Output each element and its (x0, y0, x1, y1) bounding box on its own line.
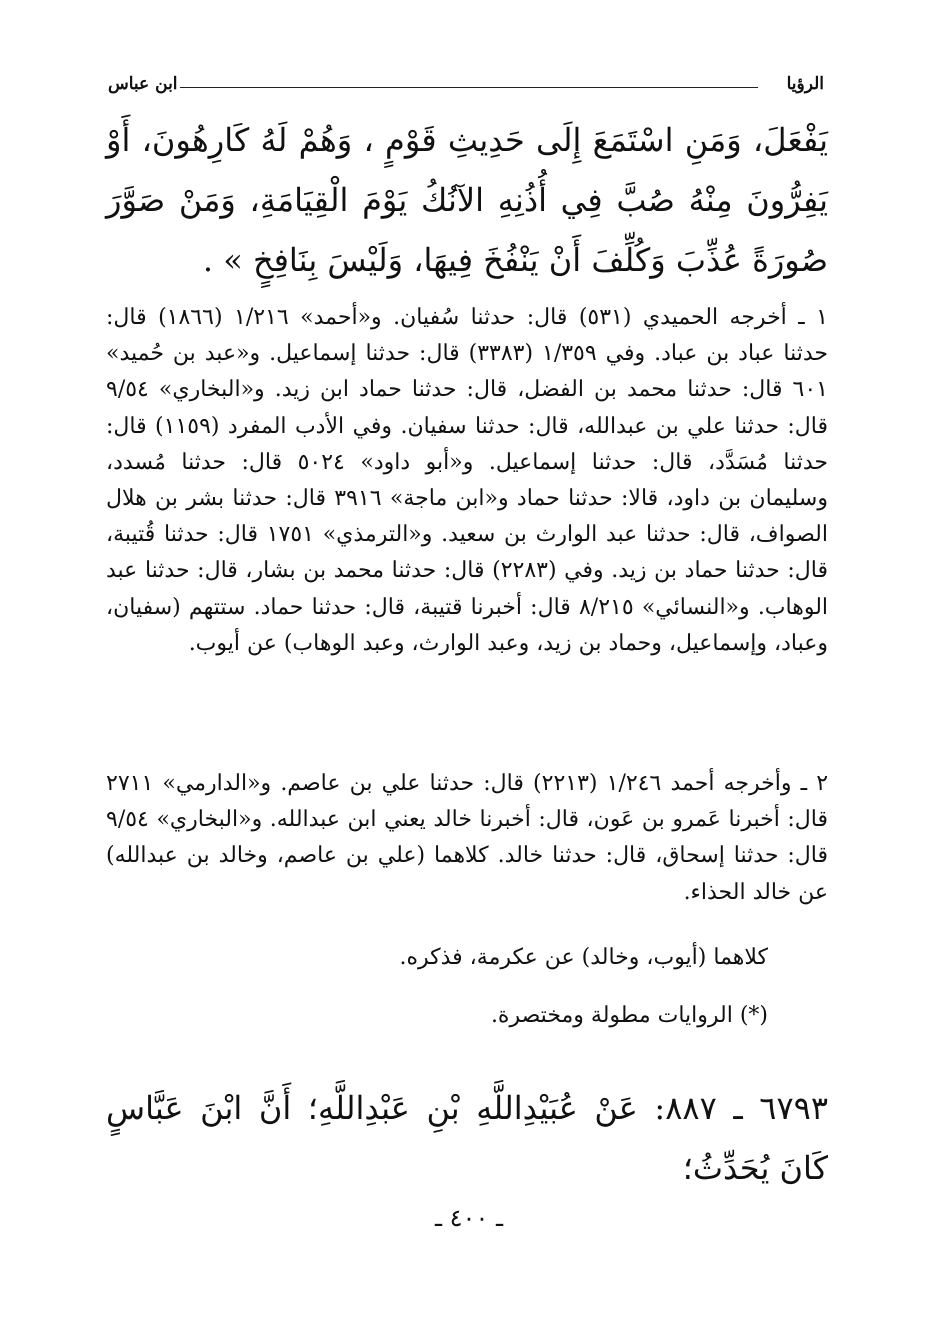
footnote-paragraph: كلاهما (أيوب، وخالد) عن عكرمة، فذكره. (399, 945, 768, 970)
footnote-paragraph: (*) الروايات مطولة ومختصرة. (490, 1003, 768, 1028)
footnote-asterisk (106, 998, 828, 1034)
footnote-paragraph: ٢ ـ وأخرجه أحمد ١/٢٤٦ (٢٢١٣) قال: حدثنا علي بن عاصم. و«الدارمي» ٢٧١١ قال: أخبرنا عَمرو بن عَون، قال: أخبرنا خالد يعني ابن عبدالله. و«البخاري» ٩/٥٤ قال: حدثنا إسحاق، قال: حدثنا خالد. كلاهما (علي بن عاصم، وخالد بن عبدالله) عن خالد الحذاء. (106, 771, 829, 905)
page-number: ـ ٤٠٠ ـ (434, 1204, 503, 1232)
footnote-1 (106, 300, 828, 662)
hadith-paragraph: ٦٧٩٣ ـ ٨٨٧: عَنْ عُبَيْدِاللَّهِ بْنِ عَبْدِاللَّهِ؛ أَنَّ ابْنَ عَبَّاسٍ كَانَ يُحَدِّثُ؛ (106, 1089, 829, 1187)
header-chapter: الرؤيا (786, 74, 824, 94)
footnote-paragraph: ١ ـ أخرجه الحميدي (٥٣١) قال: حدثنا سُفيان. و«أحمد» ١/٢١٦ (١٨٦٦) قال: حدثنا عباد بن عباد. وفي ١/٣٥٩ (٣٣٨٣) قال: حدثنا إسماعيل. و«عبد بن حُميد» ٦٠١ قال: حدثنا محمد بن الفضل، قال: حدثنا حماد ابن زيد. و«البخاري» ٩/٥٤ قال: حدثنا علي بن عبدالله، قال: حدثنا سفيان. وفي الأدب المفرد (١١٥٩) قال: حدثنا مُسَدَّد، قال: حدثنا إسماعيل. و«أبو داود» ٥٠٢٤ قال: حدثنا مُسدد، وسليمان بن داود، قالا: حدثنا حماد و«ابن ماجة» ٣٩١٦ قال: حدثنا بشر بن هلال الصواف، قال: حدثنا عبد الوارث بن سعيد. و«الترمذي» ١٧٥١ قال: حدثنا قُتيبة، قال: حدثنا حماد بن زيد. وفي (٢٢٨٣) قال: حدثنا محمد بن بشار، قال: حدثنا عبد الوهاب. و«النسائي» ٨/٢١٥ قال: أخبرنا قتيبة، قال: حدثنا حماد. ستتهم (سفيان، وعباد، وإسماعيل، وحماد بن زيد، وعبد الوارث، وعبد الوهاب) عن أيوب. (106, 305, 829, 656)
hadith-paragraph: يَفْعَلَ، وَمَنِ اسْتَمَعَ إِلَى حَدِيثِ قَوْمٍ ، وَهُمْ لَهُ كَارِهُونَ، أَوْ يَفِرُّونَ مِنْهُ صُبَّ فِي أُذُنِهِ الآنُكُ يَوْمَ الْقِيَامَةِ، وَمَنْ صَوَّرَ صُورَةً عُذِّبَ وَكُلِّفَ أَنْ يَنْفُخَ فِيهَا، وَلَيْسَ بِنَافِخٍ » . (106, 121, 828, 279)
header-rule (180, 87, 758, 88)
header-author: ابن عباس (108, 74, 178, 94)
footnote-2 (106, 766, 828, 911)
hadith-text-bottom (106, 1078, 828, 1198)
footnote-3 (106, 940, 828, 976)
hadith-text-top (106, 110, 828, 290)
running-header (108, 74, 824, 98)
